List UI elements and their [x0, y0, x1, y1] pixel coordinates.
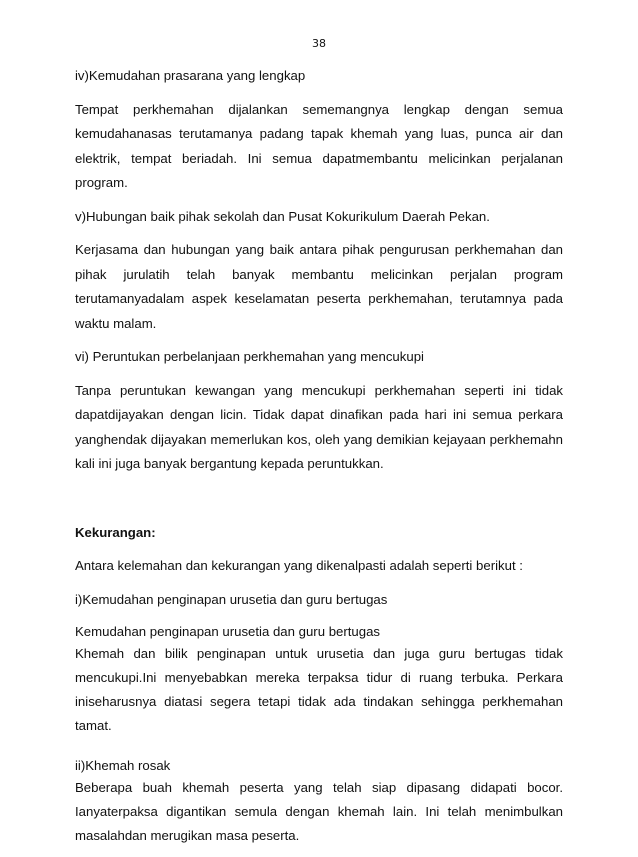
document-body	[75, 64, 563, 857]
section-heading-peruntukan: vi) Peruntukan perbelanjaan perkhemahan yang mencukupi	[75, 349, 424, 364]
kekurangan-item-1-heading: i)Kemudahan penginapan urusetia dan guru bertugas	[75, 591, 388, 607]
section-body-hubungan: Kerjasama dan hubungan yang baik antara pihak pengurusan perkhemahan dan pihak jurulatih telah banyak membantu melicinkan perjalan program terutamanyadalam aspek keselamatan peserta perkhemahan, terutamnya pada waktu malam.	[75, 242, 563, 331]
section-body-peruntukan: Tanpa peruntukan kewangan yang mencukupi perkhemahan seperti ini tidak dapatdijayakan dengan licin. Tidak dapat dinafikan pada hari ini semua perkara yanghendak dijayakan memerlukan kos, oleh yang demikian kejayaan perkhemahn kali ini juga banyak bergantung kepada peruntukkan.	[75, 382, 563, 471]
kekurangan-item-2-body: Beberapa buah khemah peserta yang telah siap dipasang didapati bocor. Ianyaterpaksa digantikan semula dengan khemah lain. Ini telah menimbulkan masalahdan merugikan masa peserta.	[75, 780, 563, 843]
kekurangan-heading: Kekurangan:	[75, 524, 156, 540]
page-number: 38	[312, 37, 326, 50]
section-heading-prasarana: iv)Kemudahan prasarana yang lengkap	[75, 68, 306, 83]
kekurangan-item-2-heading: ii)Khemah rosak	[75, 758, 171, 773]
kekurangan-item-1-subheading: Kemudahan penginapan urusetia dan guru bertugas	[75, 624, 381, 639]
section-heading-hubungan: v)Hubungan baik pihak sekolah dan Pusat Kokurikulum Daerah Pekan.	[75, 208, 490, 224]
kekurangan-item-1-body: Khemah dan bilik penginapan untuk urusetia dan juga guru bertugas tidak mencukupi.Ini menyebabkan mereka terpaksa tidur di ruang terbuka. Perkara iniseharusnya diatasi segera tetapi tidak ada tindakan sehingga perkhemahan tamat.	[75, 646, 563, 733]
kekurangan-intro: Antara kelemahan dan kekurangan yang dikenalpasti adalah seperti berikut :	[75, 558, 523, 573]
section-body-prasarana: Tempat perkhemahan dijalankan sememangnya lengkap dengan semua kemudahanasas terutamanya padang tapak khemah yang luas, punca air dan elektrik, tempat beriadah. Ini semua dapatmembantu melicinkan perjalanan program.	[75, 101, 563, 190]
